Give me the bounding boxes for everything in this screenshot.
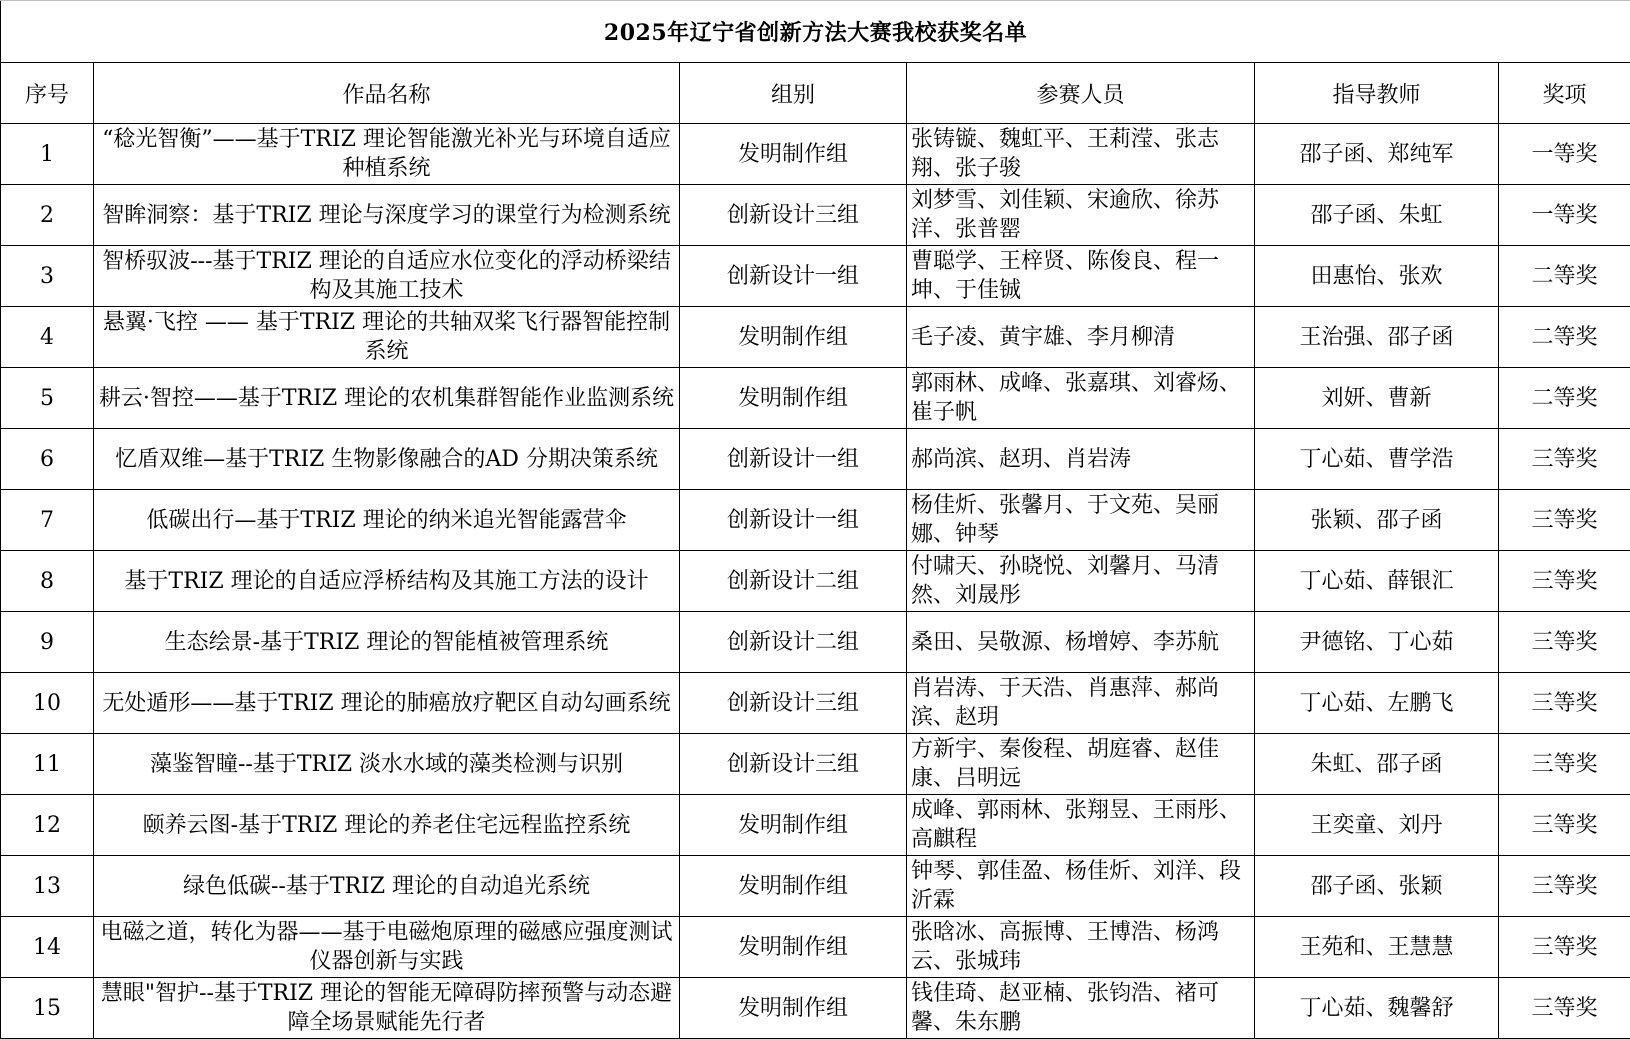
cell-work: 耕云·智控——基于TRIZ 理论的农机集群智能作业监测系统	[94, 368, 680, 429]
cell-index: 15	[1, 978, 94, 1039]
cell-award: 三等奖	[1499, 429, 1630, 490]
cell-work: 低碳出行—基于TRIZ 理论的纳米追光智能露营伞	[94, 490, 680, 551]
cell-work: 悬翼·飞控 —— 基于TRIZ 理论的共轴双桨飞行器智能控制系统	[94, 307, 680, 368]
table-row	[1, 612, 1630, 673]
cell-participants: 桑田、吴敬源、杨增婷、李苏航	[907, 612, 1255, 673]
cell-award: 一等奖	[1499, 124, 1630, 185]
header-index: 序号	[1, 63, 94, 124]
cell-group: 发明制作组	[680, 795, 907, 856]
cell-index: 2	[1, 185, 94, 246]
cell-participants: 曹聪学、王梓贤、陈俊良、程一坤、于佳铖	[907, 246, 1255, 307]
cell-award: 二等奖	[1499, 246, 1630, 307]
cell-advisors: 邵子函、朱虹	[1255, 185, 1499, 246]
cell-advisors: 王奕童、刘丹	[1255, 795, 1499, 856]
cell-group: 创新设计三组	[680, 673, 907, 734]
cell-participants: 郝尚滨、赵玥、肖岩涛	[907, 429, 1255, 490]
cell-award: 一等奖	[1499, 185, 1630, 246]
cell-advisors: 张颖、邵子函	[1255, 490, 1499, 551]
table-row	[1, 917, 1630, 978]
table-row	[1, 795, 1630, 856]
table-row	[1, 246, 1630, 307]
cell-work: 基于TRIZ 理论的自适应浮桥结构及其施工方法的设计	[94, 551, 680, 612]
cell-group: 创新设计三组	[680, 734, 907, 795]
cell-work: 藻鉴智瞳--基于TRIZ 淡水水域的藻类检测与识别	[94, 734, 680, 795]
cell-group: 创新设计一组	[680, 490, 907, 551]
cell-participants: 毛子凌、黄宇雄、李月柳清	[907, 307, 1255, 368]
cell-participants: 杨佳炘、张馨月、于文苑、吴丽娜、钟琴	[907, 490, 1255, 551]
cell-participants: 刘梦雪、刘佳颖、宋逾欣、徐苏洋、张普罂	[907, 185, 1255, 246]
cell-group: 发明制作组	[680, 856, 907, 917]
cell-group: 创新设计一组	[680, 246, 907, 307]
cell-participants: 付啸天、孙晓悦、刘馨月、马清然、刘晟彤	[907, 551, 1255, 612]
cell-work: 绿色低碳--基于TRIZ 理论的自动追光系统	[94, 856, 680, 917]
cell-index: 6	[1, 429, 94, 490]
cell-index: 4	[1, 307, 94, 368]
cell-work: 慧眼"智护--基于TRIZ 理论的智能无障碍防摔预警与动态避障全场景赋能先行者	[94, 978, 680, 1039]
cell-work: 无处遁形——基于TRIZ 理论的肺癌放疗靶区自动勾画系统	[94, 673, 680, 734]
cell-award: 三等奖	[1499, 917, 1630, 978]
cell-group: 发明制作组	[680, 124, 907, 185]
cell-group: 创新设计二组	[680, 612, 907, 673]
cell-group: 发明制作组	[680, 917, 907, 978]
cell-award: 三等奖	[1499, 978, 1630, 1039]
cell-work: 智桥驭波---基于TRIZ 理论的自适应水位变化的浮动桥梁结构及其施工技术	[94, 246, 680, 307]
cell-participants: 张晗冰、高振博、王博浩、杨鸿云、张城玮	[907, 917, 1255, 978]
title-row	[1, 1, 1630, 63]
cell-participants: 成峰、郭雨林、张翔昱、王雨彤、高麒程	[907, 795, 1255, 856]
cell-award: 二等奖	[1499, 368, 1630, 429]
cell-work: 颐养云图-基于TRIZ 理论的养老住宅远程监控系统	[94, 795, 680, 856]
header-advisors: 指导教师	[1255, 63, 1499, 124]
header-group: 组别	[680, 63, 907, 124]
cell-index: 8	[1, 551, 94, 612]
cell-participants: 肖岩涛、于天浩、肖惠萍、郝尚滨、赵玥	[907, 673, 1255, 734]
cell-advisors: 丁心茹、左鹏飞	[1255, 673, 1499, 734]
cell-participants: 钟琴、郭佳盈、杨佳炘、刘洋、段沂霖	[907, 856, 1255, 917]
header-work: 作品名称	[94, 63, 680, 124]
cell-award: 二等奖	[1499, 307, 1630, 368]
cell-index: 11	[1, 734, 94, 795]
cell-advisors: 邵子函、郑纯军	[1255, 124, 1499, 185]
cell-advisors: 王苑和、王慧慧	[1255, 917, 1499, 978]
cell-participants: 钱佳琦、赵亚楠、张钧浩、褚可馨、朱东鹏	[907, 978, 1255, 1039]
cell-participants: 郭雨林、成峰、张嘉琪、刘睿炀、崔子帆	[907, 368, 1255, 429]
cell-group: 创新设计三组	[680, 185, 907, 246]
cell-index: 12	[1, 795, 94, 856]
cell-advisors: 邵子函、张颖	[1255, 856, 1499, 917]
table-row	[1, 307, 1630, 368]
table-row	[1, 429, 1630, 490]
cell-participants: 方新宇、秦俊程、胡庭睿、赵佳康、吕明远	[907, 734, 1255, 795]
cell-advisors: 王治强、邵子函	[1255, 307, 1499, 368]
cell-advisors: 朱虹、邵子函	[1255, 734, 1499, 795]
cell-index: 1	[1, 124, 94, 185]
cell-award: 三等奖	[1499, 490, 1630, 551]
cell-group: 发明制作组	[680, 978, 907, 1039]
cell-index: 13	[1, 856, 94, 917]
page-title: 2025年辽宁省创新方法大赛我校获奖名单	[1, 1, 1630, 63]
cell-index: 10	[1, 673, 94, 734]
table-row	[1, 368, 1630, 429]
cell-index: 3	[1, 246, 94, 307]
header-row	[1, 63, 1630, 124]
cell-advisors: 田惠怡、张欢	[1255, 246, 1499, 307]
table-row	[1, 490, 1630, 551]
cell-award: 三等奖	[1499, 856, 1630, 917]
cell-work: “稔光智衡”——基于TRIZ 理论智能激光补光与环境自适应种植系统	[94, 124, 680, 185]
table-row	[1, 978, 1630, 1039]
table-row	[1, 185, 1630, 246]
cell-award: 三等奖	[1499, 795, 1630, 856]
cell-work: 智眸洞察：基于TRIZ 理论与深度学习的课堂行为检测系统	[94, 185, 680, 246]
cell-index: 14	[1, 917, 94, 978]
table-row	[1, 124, 1630, 185]
table-row	[1, 856, 1630, 917]
table-row	[1, 673, 1630, 734]
cell-award: 三等奖	[1499, 551, 1630, 612]
header-participants: 参赛人员	[907, 63, 1255, 124]
table-row	[1, 551, 1630, 612]
cell-advisors: 丁心茹、魏馨舒	[1255, 978, 1499, 1039]
cell-advisors: 刘妍、曹新	[1255, 368, 1499, 429]
cell-advisors: 丁心茹、曹学浩	[1255, 429, 1499, 490]
cell-index: 5	[1, 368, 94, 429]
cell-advisors: 丁心茹、薛银汇	[1255, 551, 1499, 612]
cell-award: 三等奖	[1499, 734, 1630, 795]
cell-index: 9	[1, 612, 94, 673]
cell-group: 发明制作组	[680, 307, 907, 368]
table-row	[1, 734, 1630, 795]
cell-group: 创新设计一组	[680, 429, 907, 490]
cell-work: 电磁之道，转化为器——基于电磁炮原理的磁感应强度测试仪器创新与实践	[94, 917, 680, 978]
cell-award: 三等奖	[1499, 673, 1630, 734]
cell-index: 7	[1, 490, 94, 551]
cell-award: 三等奖	[1499, 612, 1630, 673]
cell-group: 创新设计二组	[680, 551, 907, 612]
header-award: 奖项	[1499, 63, 1630, 124]
cell-advisors: 尹德铭、丁心茹	[1255, 612, 1499, 673]
cell-work: 生态绘景-基于TRIZ 理论的智能植被管理系统	[94, 612, 680, 673]
cell-work: 忆盾双维—基于TRIZ 生物影像融合的AD 分期决策系统	[94, 429, 680, 490]
cell-participants: 张铸镟、魏虹平、王莉滢、张志翔、张子骏	[907, 124, 1255, 185]
cell-group: 发明制作组	[680, 368, 907, 429]
